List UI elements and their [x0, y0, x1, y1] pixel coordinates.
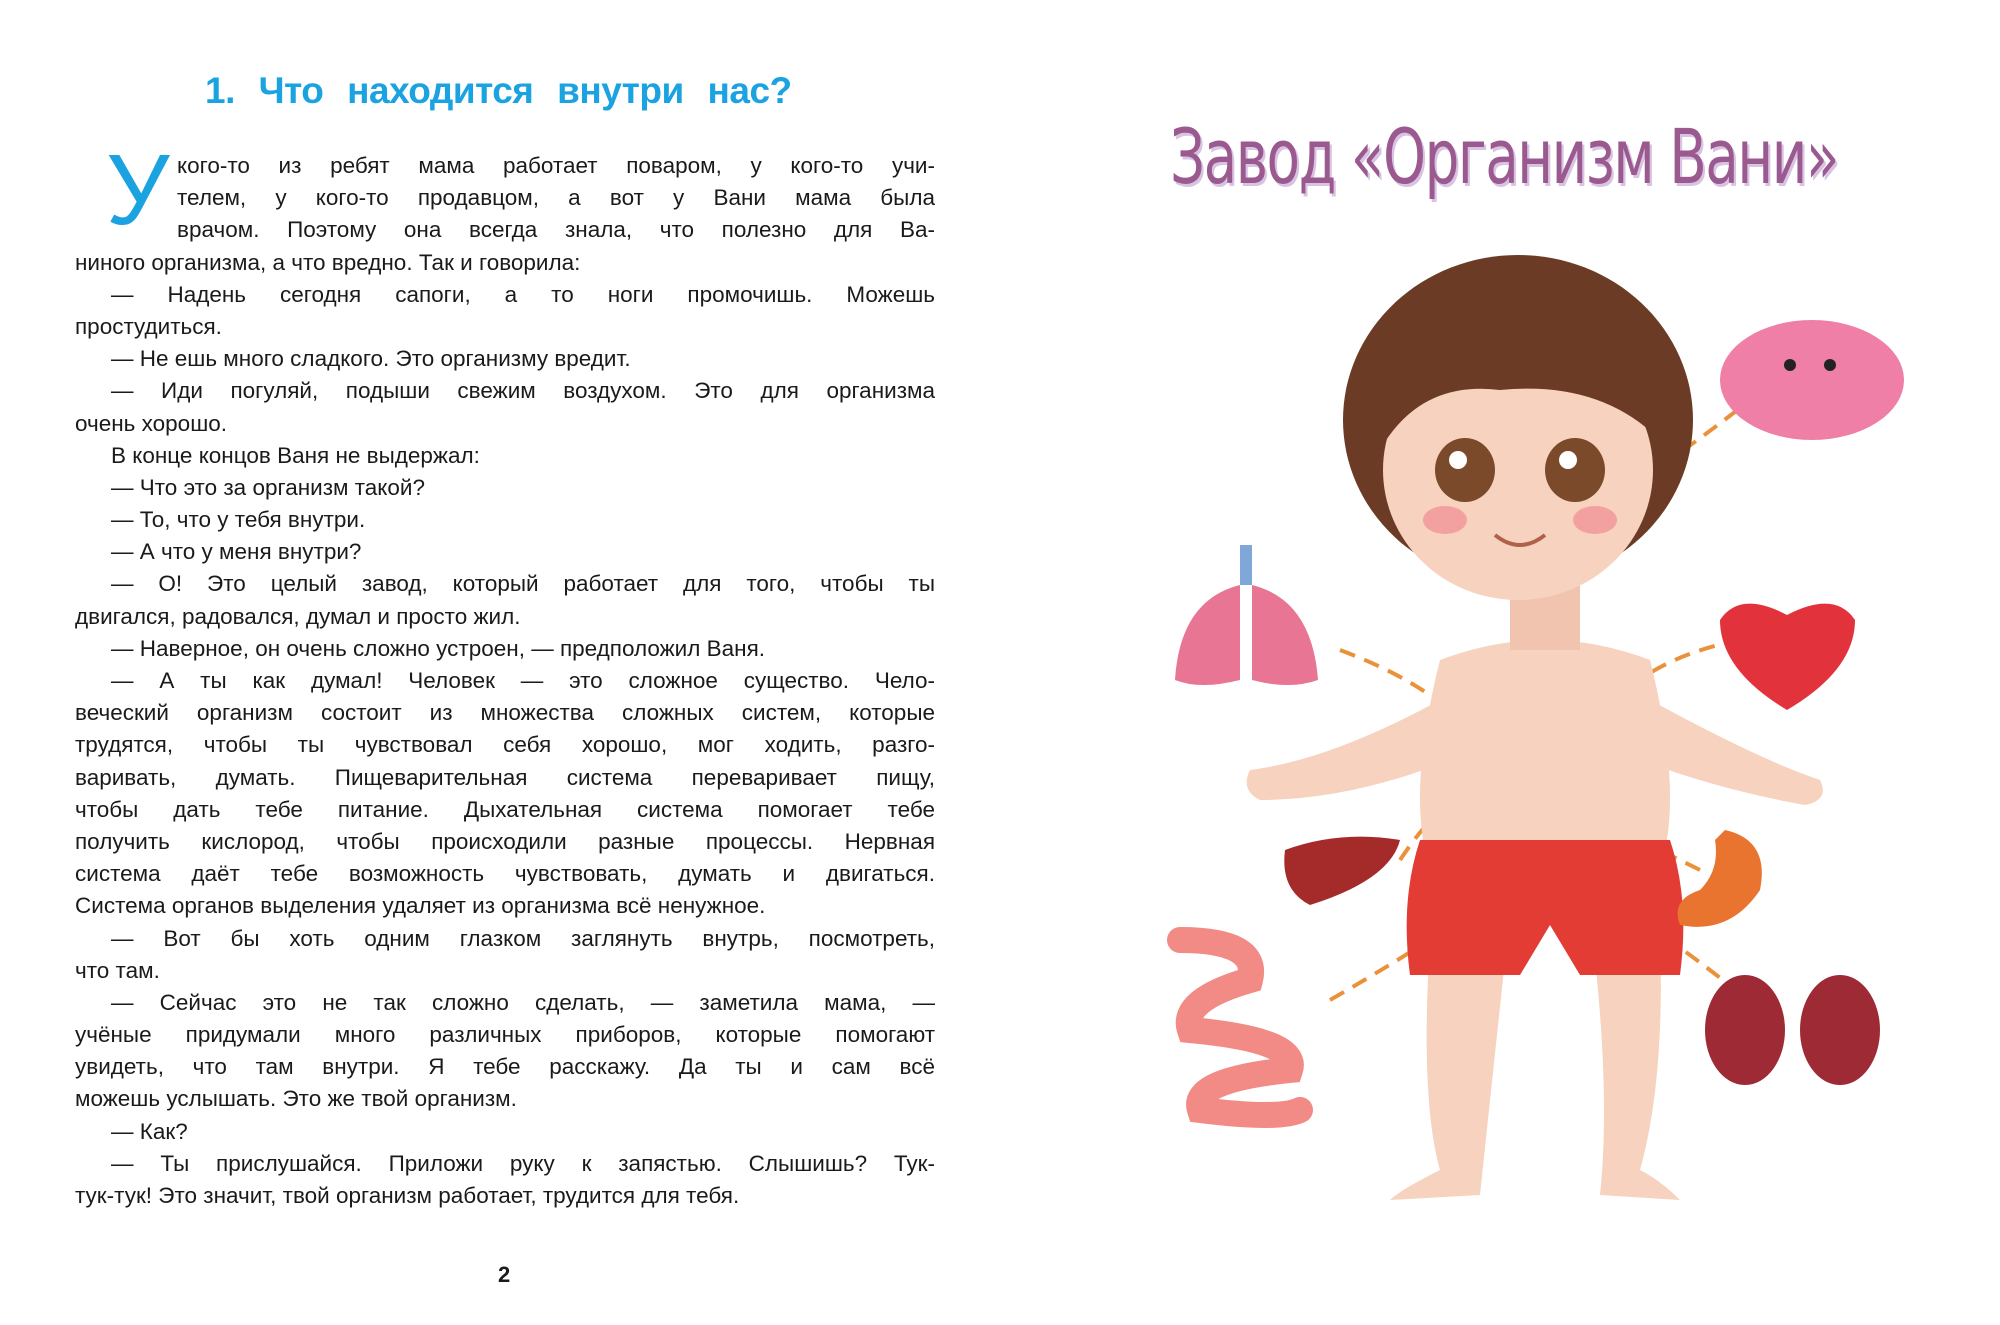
text-line: — Что это за организм такой?	[111, 474, 425, 500]
text-line: тук-тук! Это значит, твой организм работает, трудится для тебя.	[75, 1183, 740, 1208]
text-line: телем, у кого-то продавцом, а вот у Вани мама была	[177, 185, 935, 211]
drop-cap: У	[106, 134, 170, 246]
text-line: — А что у меня внутри?	[111, 539, 362, 565]
text-line: — То, что у тебя внутри.	[111, 507, 366, 533]
lungs-icon	[1175, 545, 1318, 685]
text-line: очень хорошо.	[75, 410, 228, 436]
text-line: — А ты как думал! Человек — это сложное существо. Чело-	[111, 668, 935, 693]
text-line: ниного организма, а что вредно. Так и говорила:	[75, 249, 581, 275]
text-line: — Как?	[111, 1118, 188, 1144]
text-line: система даёт тебе возможность чувствовать, думать и двигаться.	[75, 861, 935, 887]
heart-icon	[1720, 604, 1855, 710]
kidneys-icon	[1705, 975, 1880, 1085]
text-line: — Ты прислушайся. Приложи руку к запястью. Слышишь? Тук-	[111, 1150, 935, 1176]
text-line: — Иди погуляй, подыши свежим воздухом. Это для организма	[111, 378, 935, 404]
page-number: 2	[498, 1262, 511, 1287]
body-illustration	[1100, 100, 1980, 1250]
text-line: — Наверное, он очень сложно устроен, — предположил Ваня.	[111, 635, 766, 661]
text-line: Система органов выделения удаляет из организма всё ненужное.	[75, 893, 766, 919]
text-line: — Сейчас это не так сложно сделать, — заметила мама, —	[111, 989, 935, 1015]
text-line: врачом. Поэтому она всегда знала, что полезно для Ва-	[177, 217, 935, 243]
text-line: увидеть, что там внутри. Я тебе расскажу. Да ты и сам всё	[75, 1054, 935, 1080]
text-line: получить кислород, чтобы происходили разные процессы. Нервная	[75, 828, 935, 854]
text-line: учёные придумали много различных приборов, которые помогают	[75, 1022, 935, 1048]
text-line: — Вот бы хоть одним глазком заглянуть внутрь, посмотреть,	[111, 925, 935, 951]
stomach-icon	[1678, 830, 1762, 927]
text-line: что там.	[75, 957, 160, 983]
text-line: В конце концов Ваня не выдержал:	[111, 442, 480, 468]
text-line: двигался, радовался, думал и просто жил.	[75, 603, 521, 629]
text-line: можешь услышать. Это же твой организм.	[75, 1086, 517, 1112]
text-line: веческий организм состоит из множества сложных систем, которые	[75, 700, 935, 726]
text-line: простудиться.	[75, 313, 222, 339]
chapter-title: 1. Что находится внутри нас?	[205, 70, 792, 111]
text-line: — Надень сегодня сапоги, а то ноги промочишь. Можешь	[111, 281, 935, 307]
brain-icon	[1720, 320, 1904, 440]
intestine-icon	[1180, 940, 1300, 1115]
liver-icon	[1284, 837, 1400, 905]
text-line: — Не ешь много сладкого. Это организму вредит.	[111, 346, 631, 372]
text-line: — О! Это целый завод, который работает для того, чтобы ты	[111, 571, 935, 597]
text-line: чтобы дать тебе питание. Дыхательная система помогает тебе	[75, 796, 935, 822]
text-line: трудятся, чтобы ты чувствовал себя хорошо, мог ходить, разго-	[75, 732, 935, 758]
illustration-title: Завод «Организм Вани»	[1170, 112, 1838, 201]
text-line: кого-то из ребят мама работает поваром, у кого-то учи-	[177, 153, 935, 178]
body-text	[75, 150, 935, 1212]
text-line: варивать, думать. Пищеварительная система переваривает пищу,	[75, 764, 935, 790]
